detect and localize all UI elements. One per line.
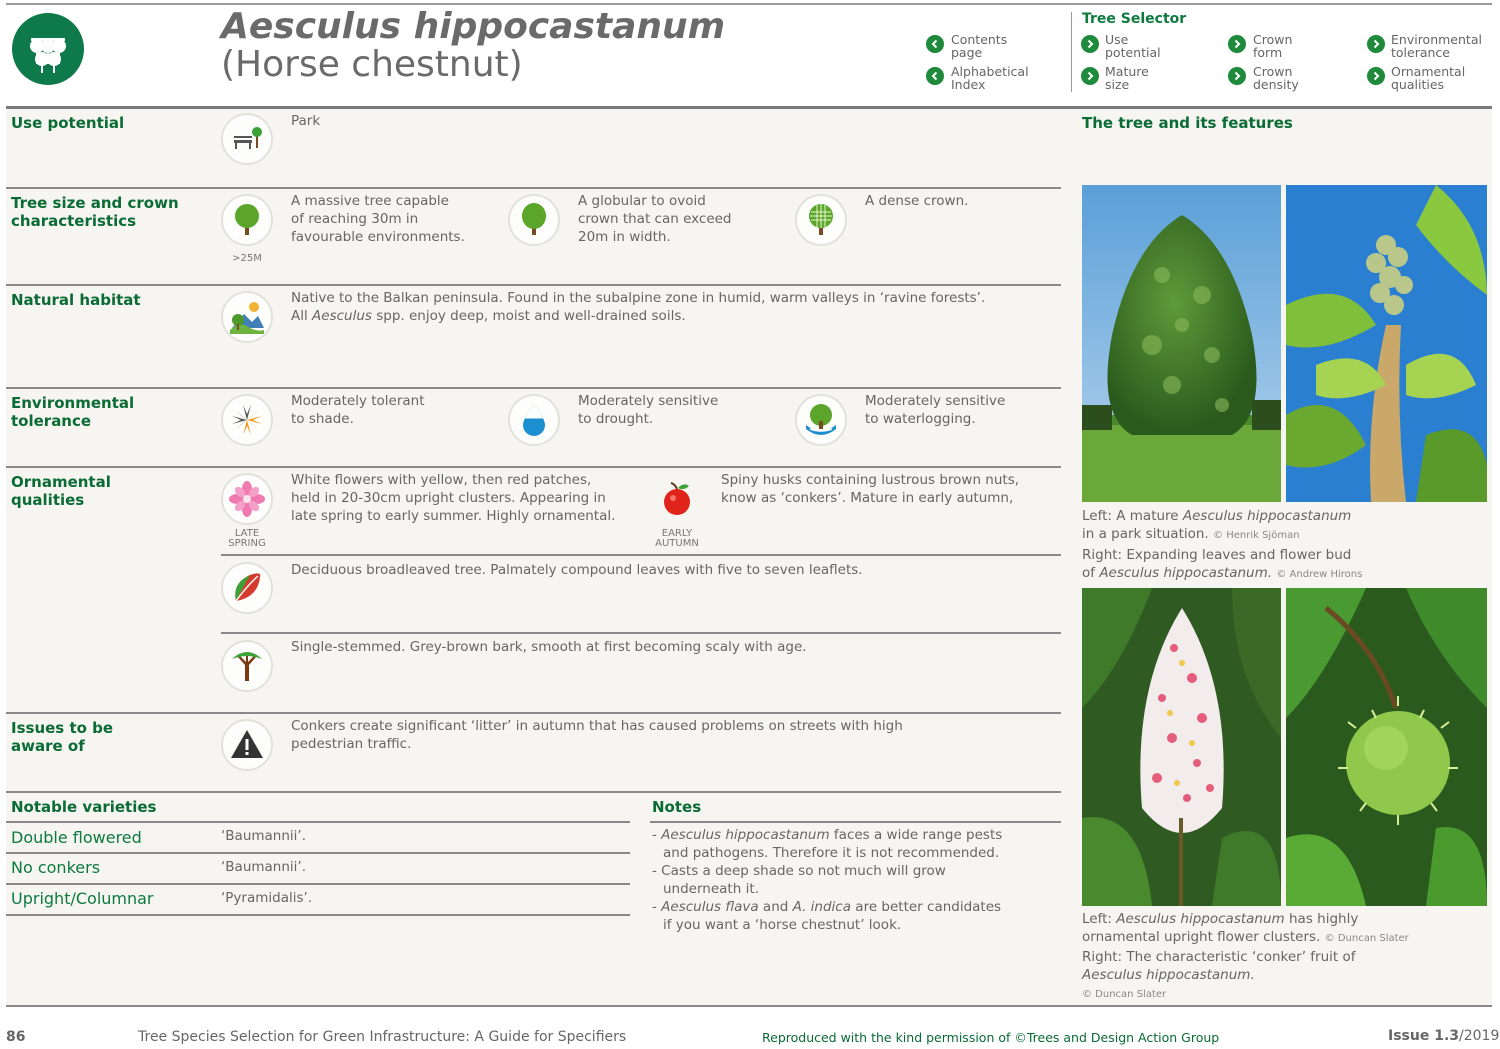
- photo-flower-cluster: [1082, 588, 1281, 906]
- section-rule-1: [6, 187, 1061, 189]
- waterlogging-icon: [795, 394, 847, 446]
- crown-density-text: A dense crown.: [865, 193, 969, 209]
- use-potential-title: Use potential: [11, 114, 125, 132]
- leaf-icon: [221, 562, 273, 614]
- use-potential-link-icon[interactable]: [1081, 35, 1099, 53]
- caption-3: Left: Aesculus hippocastanum has highly ornamental upright flower clusters. © Duncan Slater: [1082, 911, 1409, 945]
- fruit-icon: [651, 473, 703, 525]
- photo-mature-tree: [1082, 185, 1281, 502]
- ornamental-qualities-title: Ornamental qualities: [11, 473, 111, 509]
- issues-title: Issues to be aware of: [11, 719, 114, 755]
- tree-size-text: A massive tree capable of reaching 30m in favourable environments.: [291, 193, 465, 245]
- environmental-tolerance-link-icon[interactable]: [1367, 35, 1385, 53]
- notes-list: - Aesculus hippocastanum faces a wide range pests and pathogens. Therefore it is not recommended. - Casts a deep shade so not much will grow underneath it. - Aesculus flava and A. indica are better candidates if you want a ‘horse chestnut’ look.: [652, 827, 1003, 933]
- shade-tolerance-icon: [221, 394, 273, 446]
- panel-bottom-rule: [6, 1005, 1492, 1007]
- ornamental-subrule-2: [221, 632, 1061, 634]
- variety-name-no-conkers: No conkers: [11, 858, 101, 877]
- issue-number: Issue 1.3/2019: [1388, 1028, 1500, 1044]
- mature-size-link[interactable]: Mature size: [1105, 64, 1149, 92]
- header-divider: [1071, 12, 1072, 92]
- environmental-tolerance-title: Environmental tolerance: [11, 394, 135, 430]
- contents-page-link[interactable]: Contents page: [951, 32, 1008, 60]
- caption-1: Left: A mature Aesculus hippocastanum in a park situation. © Henrik Sjöman: [1082, 508, 1352, 542]
- permission-note: Reproduced with the kind permission of ©Trees and Design Action Group: [762, 1030, 1220, 1045]
- ornamental-qualities-link[interactable]: Ornamental qualities: [1391, 64, 1466, 92]
- varieties-rule-2: [6, 883, 630, 885]
- flower-icon: [221, 473, 273, 525]
- alphabetical-index-link-icon[interactable]: [926, 67, 944, 85]
- notable-varieties-title: Notable varieties: [11, 798, 157, 816]
- section-rule-5: [6, 712, 1061, 714]
- bark-text: Single-stemmed. Grey-brown bark, smooth at first becoming scaly with age.: [291, 639, 807, 655]
- mature-size-link-icon[interactable]: [1081, 67, 1099, 85]
- waterlogging-text: Moderately sensitive to waterlogging.: [865, 393, 1006, 427]
- varieties-rule-0: [6, 821, 630, 823]
- alphabetical-index-link[interactable]: Alphabetical Index: [951, 64, 1029, 92]
- warning-icon: [221, 719, 273, 771]
- crown-density-icon: [795, 194, 847, 246]
- crown-form-text: A globular to ovoid crown that can exceed 20m in width.: [578, 193, 732, 245]
- varieties-rule-1: [6, 852, 630, 854]
- features-title: The tree and its features: [1082, 114, 1293, 132]
- habitat-landscape-icon: [221, 291, 273, 343]
- flower-text: White flowers with yellow, then red patches, held in 20-30cm upright clusters. Appearing in late spring to early summer. Highly ornamental.: [291, 472, 616, 524]
- crown-form-icon: [508, 194, 560, 246]
- variety-cultivar: ‘Baumannii’.: [221, 859, 307, 875]
- tree-size-icon: [221, 194, 273, 246]
- drought-text: Moderately sensitive to drought.: [578, 393, 719, 427]
- crown-density-link-icon[interactable]: [1228, 67, 1246, 85]
- caption-4: Right: The characteristic ‘conker’ fruit of Aesculus hippocastanum. © Duncan Slater: [1082, 949, 1356, 1000]
- fruit-text: Spiny husks containing lustrous brown nuts, know as ‘conkers’. Mature in early autumn,: [721, 472, 1020, 506]
- photo-conker-fruit: [1286, 588, 1487, 906]
- notes-rule: [650, 821, 1061, 823]
- environmental-tolerance-link[interactable]: Environmental tolerance: [1391, 32, 1482, 60]
- varieties-rule-3: [6, 914, 630, 916]
- photo-leaves-bud: [1286, 185, 1487, 502]
- top-rule: [6, 3, 1492, 5]
- bark-stem-icon: [221, 640, 273, 692]
- notes-title: Notes: [652, 798, 702, 816]
- section-rule-3: [6, 387, 1061, 389]
- panel-top-rule: [6, 106, 1492, 109]
- ornamental-qualities-link-icon[interactable]: [1367, 67, 1385, 85]
- caption-2: Right: Expanding leaves and flower bud of Aesculus hippocastanum. © Andrew Hirons: [1082, 547, 1363, 581]
- logo-icon: [11, 12, 85, 86]
- section-rule-4: [6, 466, 1061, 468]
- size-label: >25M: [232, 253, 262, 264]
- issues-text: Conkers create significant ‘litter’ in autumn that has caused problems on streets with high pedestrian traffic.: [291, 718, 903, 752]
- shade-tolerance-text: Moderately tolerant to shade.: [291, 393, 425, 427]
- section-rule-6: [6, 791, 1061, 793]
- fruit-season-label: EARLY AUTUMN: [655, 528, 699, 549]
- park-bench-icon: [221, 113, 273, 165]
- tree-selector-title: Tree Selector: [1082, 11, 1187, 27]
- use-potential-link[interactable]: Use potential: [1105, 32, 1161, 60]
- variety-cultivar: ‘Pyramidalis’.: [221, 890, 313, 906]
- guide-title: Tree Species Selection for Green Infrastructure: A Guide for Specifiers: [138, 1029, 627, 1045]
- crown-density-link[interactable]: Crown density: [1253, 64, 1299, 92]
- tree-size-title: Tree size and crown characteristics: [11, 194, 179, 230]
- variety-name-upright-columnar: Upright/Columnar: [11, 889, 154, 908]
- drought-water-drop-icon: [508, 394, 560, 446]
- crown-form-link[interactable]: Crown form: [1253, 32, 1293, 60]
- ornamental-subrule-1: [221, 554, 1061, 556]
- page-subtitle: (Horse chestnut): [221, 44, 523, 85]
- habitat-text: Native to the Balkan peninsula. Found in the subalpine zone in humid, warm valleys in ‘ravine forests’. All Aesculus spp. enjoy deep, moist and well-drained soils.: [291, 290, 986, 324]
- contents-page-link-icon[interactable]: [926, 35, 944, 53]
- crown-form-link-icon[interactable]: [1228, 35, 1246, 53]
- page-title: Aesculus hippocastanum: [221, 6, 726, 47]
- use-potential-text: Park: [291, 113, 321, 129]
- section-rule-2: [6, 284, 1061, 286]
- natural-habitat-title: Natural habitat: [11, 291, 141, 309]
- variety-name-double-flowered: Double flowered: [11, 828, 142, 847]
- variety-cultivar: ‘Baumannii’.: [221, 828, 307, 844]
- leaf-text: Deciduous broadleaved tree. Palmately compound leaves with five to seven leaflets.: [291, 562, 863, 578]
- flower-season-label: LATE SPRING: [228, 528, 266, 549]
- page-number: 86: [6, 1029, 26, 1045]
